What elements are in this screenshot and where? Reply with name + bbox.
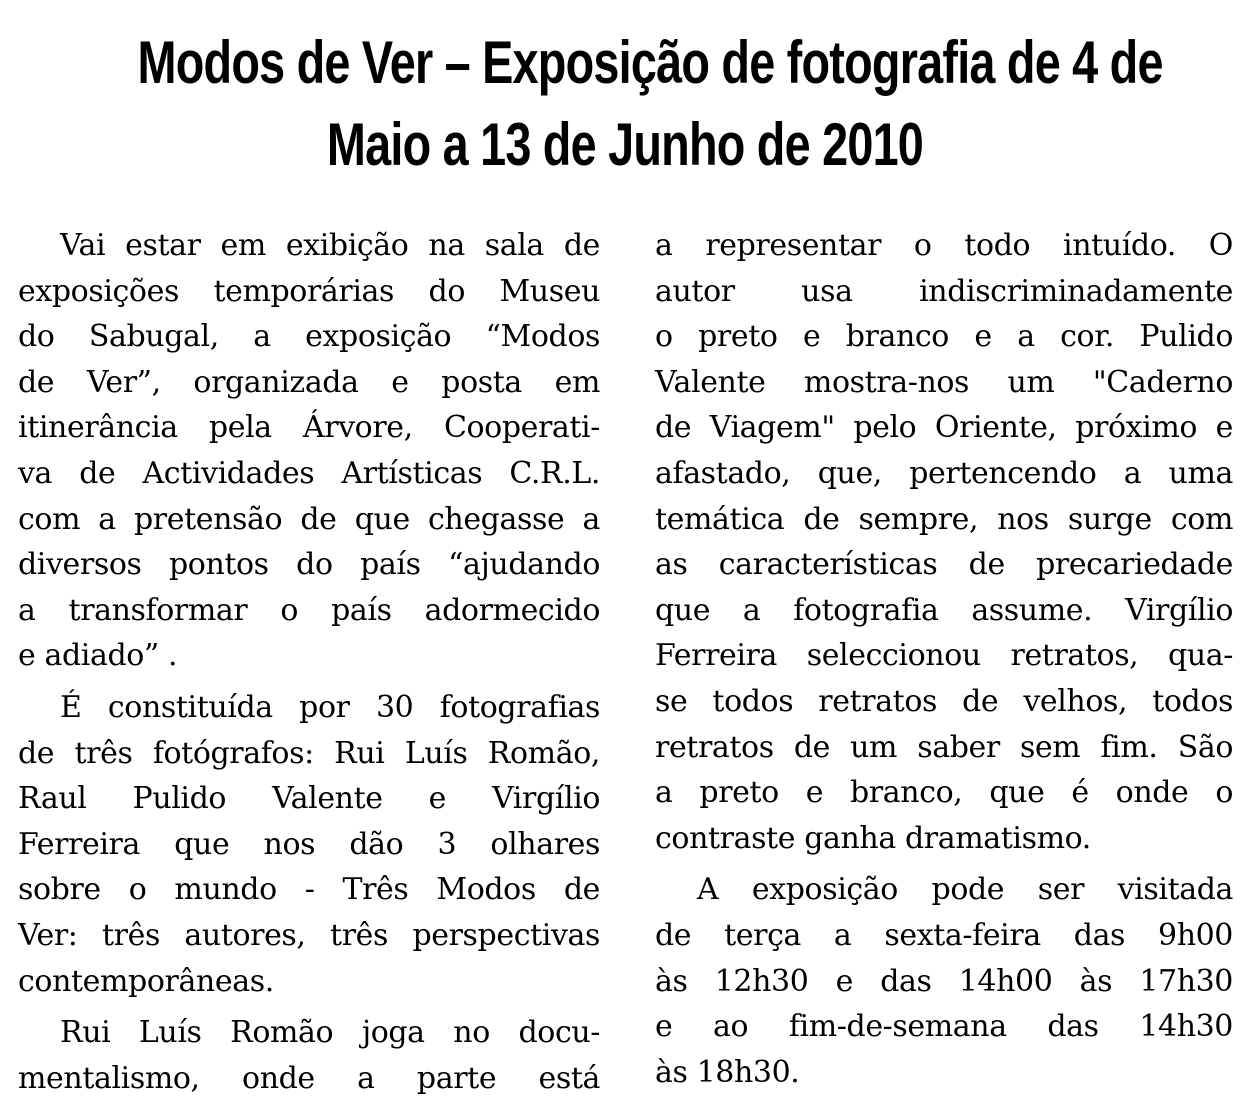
text-line: do Sabugal, a exposição “Modos	[18, 319, 600, 355]
text-line: autor usa indiscriminadamente	[655, 273, 1233, 309]
text-line: exposições temporárias do Museu	[18, 273, 600, 309]
text-line: contemporâneas.	[18, 963, 274, 999]
text-line: as características de precariedade	[655, 547, 1233, 583]
text-line: o preto e branco e a cor. Pulido	[655, 319, 1233, 355]
text-line: a preto e branco, que é onde o	[655, 775, 1233, 811]
text-line: É constituída por 30 fotografias	[60, 689, 600, 725]
paragraph-romao-continued	[655, 223, 1233, 861]
text-line: de terça a sexta-feira das 9h00	[655, 917, 1233, 953]
text-line: sobre o mundo - Três Modos de	[18, 872, 600, 908]
text-line: Ferreira que nos dão 3 olhares	[18, 826, 600, 862]
paragraph-romao	[18, 1010, 600, 1101]
text-line: a transformar o país adormecido	[18, 592, 600, 628]
text-line: de três fotógrafos: Rui Luís Romão,	[18, 735, 600, 771]
text-line: com a pretensão de que chegasse a	[18, 501, 600, 537]
text-line: de Ver”, organizada e posta em	[18, 364, 600, 400]
article-headline	[137, 22, 1163, 186]
text-line: que a fotografia assume. Virgílio	[655, 592, 1233, 628]
text-line: e adiado” .	[18, 638, 178, 674]
text-line: às 18h30.	[655, 1054, 800, 1090]
text-line: afastado, que, pertencendo a uma	[655, 455, 1233, 491]
right-column	[655, 223, 1233, 1101]
text-line: às 12h30 e das 14h00 às 17h30	[655, 963, 1233, 999]
text-line: de Viagem" pelo Oriente, próximo e	[655, 410, 1233, 446]
paragraph-intro	[18, 223, 600, 679]
left-column	[18, 223, 600, 1107]
text-line: Ver: três autores, três perspectivas	[18, 917, 600, 953]
text-line: Raul Pulido Valente e Virgílio	[18, 781, 600, 817]
text-line: A exposição pode ser visitada	[697, 872, 1233, 908]
text-line: diversos pontos do país “ajudando	[18, 547, 600, 583]
text-line: Valente mostra-nos um "Caderno	[655, 364, 1233, 400]
headline-line-2: Maio a 13 de Junho de 2010	[326, 111, 924, 178]
text-line: a representar o todo intuído. O	[655, 228, 1233, 263]
text-line: Ferreira seleccionou retratos, qua-	[655, 638, 1233, 674]
text-line: e ao fim-de-semana das 14h30	[655, 1009, 1233, 1045]
text-line: Rui Luís Romão joga no docu-	[60, 1015, 600, 1051]
text-line: se todos retratos de velhos, todos	[655, 683, 1233, 719]
paragraph-photographers	[18, 685, 600, 1004]
text-line: mentalismo, onde a parte está	[18, 1060, 600, 1096]
text-line: temática de sempre, nos surge com	[655, 501, 1233, 537]
paragraph-schedule	[655, 867, 1233, 1095]
headline-line-1: Modos de Ver – Exposição de fotografia de 4 de	[137, 29, 1163, 96]
text-line: retratos de um saber sem fim. São	[655, 729, 1233, 765]
text-line: Vai estar em exibição na sala de	[60, 228, 600, 263]
text-line: contraste ganha dramatismo.	[655, 820, 1091, 856]
text-line: va de Actividades Artísticas C.R.L.	[18, 455, 600, 491]
text-line: itinerância pela Árvore, Cooperati-	[18, 410, 600, 446]
